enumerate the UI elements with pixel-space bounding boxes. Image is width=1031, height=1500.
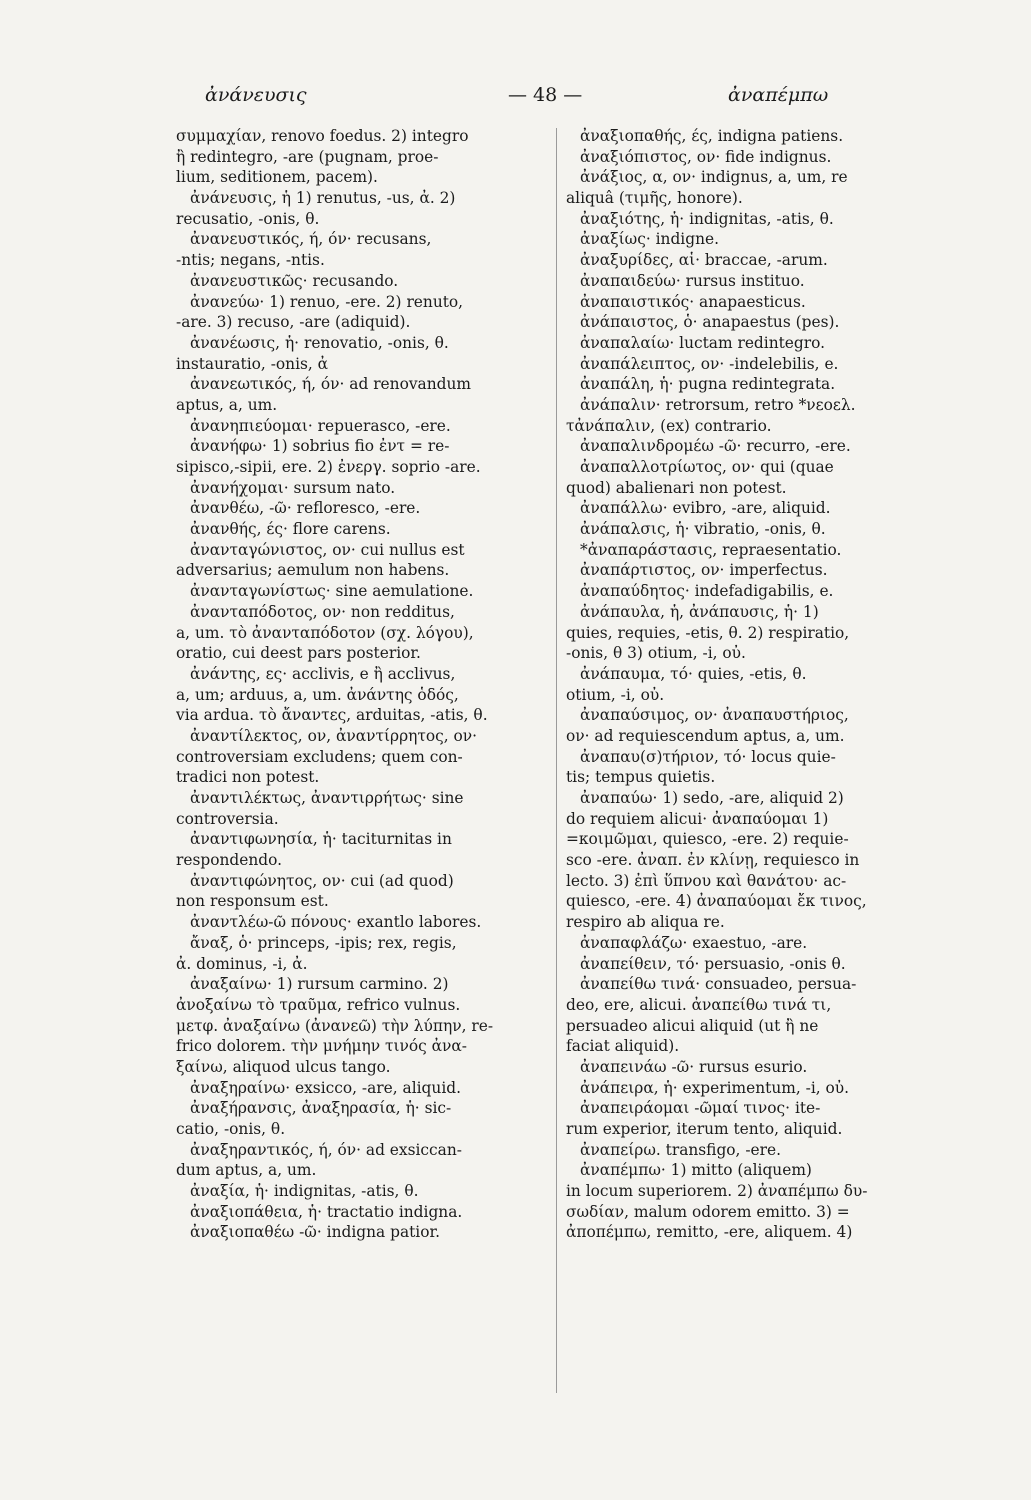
dictionary-line: ἀνανεωτικός, ή, όν· ad renovandum (190, 375, 471, 394)
dictionary-line: quod) abalienari non potest. (566, 478, 787, 497)
dictionary-line: deo, ere, alicui. ἀναπείθω τινά τι, (566, 995, 832, 1014)
dictionary-line: ἀναπέμπω· 1) mitto (aliquem) (580, 1161, 812, 1180)
page-number: — 48 — (508, 84, 583, 106)
dictionary-line: ἀνάπαυλα, ἡ, ἀνάπαυσις, ἡ· 1) (580, 602, 819, 621)
dictionary-line: -onis, θ 3) otium, -i, οὐ. (566, 644, 746, 663)
dictionary-line: sipisco,-sipii, ere. 2) ἐνεργ. soprio -are. (176, 458, 481, 476)
dictionary-line: ἀναξιόπιστος, ον· fide indignus. (580, 147, 832, 166)
dictionary-line: quies, requies, -etis, θ. 2) respiratio, (566, 623, 850, 642)
dictionary-line: ἀνανευστικός, ή, όν· recusans, (190, 230, 432, 249)
dictionary-line: ἀναπείθω τινά· consuadeo, persua- (580, 975, 857, 994)
dictionary-line: aptus, a, um. (176, 395, 278, 414)
dictionary-line: non responsum est. (176, 892, 329, 911)
dictionary-line: ἀναξήρανσις, ἀναξηρασία, ἡ· sic- (190, 1099, 452, 1118)
dictionary-line: ξαίνω, aliquod ulcus tango. (176, 1057, 391, 1076)
dictionary-line: συμμαχίαν, renovo foedus. 2) integro (176, 127, 469, 145)
dictionary-line: ἀναξιοπαθής, ές, indigna patiens. (580, 127, 844, 145)
dictionary-line: ἀνανταγώνιστος, ον· cui nullus est (190, 540, 465, 559)
dictionary-line: dum aptus, a, um. (176, 1161, 317, 1180)
dictionary-line: ἀνανθέω, -ῶ· refloresco, -ere. (190, 499, 421, 518)
dictionary-line: ἀναπαύσιμος, ον· ἀναπαυστήριος, (580, 706, 849, 725)
dictionary-line: ἀνοξαίνω τὸ τραῦμα, refrico vulnus. (176, 995, 461, 1014)
dictionary-line: ἀναπάρτιστος, ον· imperfectus. (580, 561, 828, 580)
dictionary-line: catio, -onis, θ. (176, 1120, 286, 1138)
dictionary-line: respondendo. (176, 851, 283, 870)
dictionary-line: ἀνάντης, ες· acclivis, e ἢ acclivus, (190, 664, 456, 683)
dictionary-line: ἀναπαιδεύω· rursus instituo. (580, 271, 805, 290)
dictionary-line: ἀναξία, ἡ· indignitas, -atis, θ. (190, 1182, 419, 1201)
dictionary-line: ἀνάπειρα, ἡ· experimentum, -i, οὐ. (580, 1078, 850, 1097)
column-divider (556, 128, 557, 1393)
dictionary-line: ἀναπαύδητος· indefadigabilis, e. (580, 582, 834, 601)
dictionary-line: ἀναξηραίνω· exsicco, -are, aliquid. (190, 1078, 461, 1097)
dictionary-line: ἀναπάλη, ἡ· pugna redintegrata. (580, 375, 836, 394)
dictionary-line: lium, seditionem, pacem). (176, 168, 378, 187)
dictionary-line: ἀναξηραντικός, ή, όν· ad exsiccan- (190, 1140, 462, 1159)
dictionary-line: tradici non potest. (176, 768, 320, 787)
dictionary-line: ἀνάπαυμα, τό· quies, -etis, θ. (580, 664, 807, 683)
dictionary-line: ἀνάνευσις, ἡ 1) renutus, -us, ἀ. 2) (190, 189, 456, 208)
dictionary-line: ἀναξιοπαθέω -ῶ· indigna patior. (190, 1223, 441, 1242)
dictionary-line: ἀνάξιος, α, ον· indignus, a, um, re (580, 168, 848, 187)
dictionary-line: =κοιμῶμαι, quiesco, -ere. 2) requie- (566, 830, 849, 849)
dictionary-line: ἀναπαιστικός· anapaesticus. (580, 292, 806, 311)
dictionary-line: aliquâ (τιμῆς, honore). (566, 189, 743, 208)
left-column (176, 126, 554, 1243)
dictionary-line: ἀναπαλινδρομέω -ῶ· recurro, -ere. (580, 437, 851, 456)
dictionary-line: μετφ. ἀναξαίνω (ἀνανεῶ) τὴν λύπην, re- (176, 1016, 494, 1035)
dictionary-line: ἀνανταπόδοτος, ον· non redditus, (190, 602, 455, 621)
dictionary-line: ἀναξιοπάθεια, ἡ· tractatio indigna. (190, 1202, 463, 1221)
dictionary-line: ἀνάπαλσις, ἡ· vibratio, -onis, θ. (580, 520, 826, 539)
dictionary-line: ἀνανήφω· 1) sobrius fio ἐντ = re- (190, 437, 450, 456)
dictionary-line: sco -ere. ἀναπ. ἐν κλίνῃ, requiesco in (566, 851, 860, 870)
dictionary-line: in locum superiorem. 2) ἀναπέμπω δυ- (566, 1182, 868, 1201)
dictionary-line: a, um. τὸ ἀνανταπόδοτον (σχ. λόγου), (176, 623, 474, 642)
dictionary-line: ἀναπαυ(σ)τήριον, τό· locus quie- (580, 747, 836, 766)
dictionary-line: tis; tempus quietis. (566, 768, 716, 787)
dictionary-line: instauratio, -onis, ἀ (176, 354, 329, 373)
dictionary-line: ον· ad requiescendum aptus, a, um. (566, 726, 845, 745)
dictionary-line: controversiam excludens; quem con- (176, 747, 463, 766)
dictionary-line: ἀνανθής, ές· flore carens. (190, 520, 391, 539)
right-column (566, 126, 950, 1243)
dictionary-line: ἀναπείθειν, τό· persuasio, -onis θ. (580, 954, 846, 973)
dictionary-line: ἀναπαύω· 1) sedo, -are, aliquid 2) (580, 789, 844, 807)
dictionary-line: ἀναπάλλω· evibro, -are, aliquid. (580, 499, 831, 518)
header-left-guide-word: ἀνάνευσις (205, 84, 307, 106)
dictionary-line: ἀναξίως· indigne. (580, 230, 719, 249)
dictionary-line: ἀναπαλαίω· luctam redintegro. (580, 333, 826, 352)
dictionary-line: ἀναπαλλοτρίωτος, ον· qui (quae (580, 458, 834, 476)
dictionary-line: ἀναντιφώνητος, ον· cui (ad quod) (190, 871, 454, 890)
dictionary-line: -ntis; negans, -ntis. (176, 251, 325, 270)
dictionary-line: ἀναντιφωνησία, ἡ· taciturnitas in (190, 830, 452, 849)
dictionary-line: via ardua. τὸ ἄναντες, arduitas, -atis, θ. (176, 706, 488, 725)
dictionary-line: rum experior, iterum tento, aliquid. (566, 1120, 843, 1138)
dictionary-line: ἀνάπαλιν· retrorsum, retro *νεοελ. (580, 395, 856, 414)
dictionary-line: ἀνανέωσις, ἡ· renovatio, -onis, θ. (190, 333, 449, 352)
dictionary-line: recusatio, -onis, θ. (176, 209, 320, 228)
dictionary-line: lecto. 3) ἐπὶ ὕπνου καὶ θανάτου· ac- (566, 871, 847, 890)
dictionary-line: ἀναπάλειπτος, ον· -indelebilis, e. (580, 354, 839, 373)
dictionary-line: ἄναξ, ὁ· princeps, -ipis; rex, regis, (190, 933, 457, 952)
running-header (0, 84, 1031, 114)
dictionary-line: respiro ab aliqua re. (566, 913, 725, 932)
dictionary-line: ἀναπαφλάζω· exaestuo, -are. (580, 933, 808, 952)
dictionary-line: ἀνανηπιεύομαι· repuerasco, -ere. (190, 416, 451, 435)
dictionary-line: adversarius; aemulum non habens. (176, 561, 450, 580)
dictionary-line: do requiem alicui· ἀναπαύομαι 1) (566, 809, 829, 828)
dictionary-line: ἀναξαίνω· 1) rursum carmino. 2) (190, 975, 449, 994)
dictionary-line: ἀναντίλεκτος, ον, ἀναντίρρητος, ον· (190, 726, 478, 745)
dictionary-line: ἀναξυρίδες, αἱ· braccae, -arum. (580, 251, 828, 270)
dictionary-line: a, um; arduus, a, um. ἀνάντης ὁδός, (176, 685, 459, 704)
dictionary-line: *ἀναπαράστασις, repraesentatio. (580, 540, 842, 559)
dictionary-line: ἀ. dominus, -i, ἀ. (176, 954, 308, 973)
dictionary-line: ἀνάπαιστος, ὁ· anapaestus (pes). (580, 313, 840, 332)
dictionary-line: faciat aliquid). (566, 1037, 680, 1056)
dictionary-line: frico dolorem. τὴν μνήμην τινός ἀνα- (176, 1037, 467, 1056)
dictionary-line: ἀναξιότης, ἡ· indignitas, -atis, θ. (580, 209, 834, 228)
dictionary-line: ἀναντιλέκτως, ἀναντιρρήτως· sine (190, 789, 464, 807)
dictionary-line: ἀναπεινάω -ῶ· rursus esurio. (580, 1057, 808, 1076)
dictionary-line: ἀποπέμπω, remitto, -ere, aliquem. 4) (566, 1223, 853, 1242)
dictionary-line: ἀναντλέω-ῶ πόνους· exantlo labores. (190, 913, 482, 932)
dictionary-line: ἀνανευστικῶς· recusando. (190, 271, 399, 290)
dictionary-line: -are. 3) recuso, -are (adiquid). (176, 313, 411, 332)
dictionary-line: ἀναπείρω. transfigo, -ere. (580, 1140, 782, 1159)
dictionary-line: oratio, cui deest pars posterior. (176, 644, 421, 663)
dictionary-line: σωδίαν, malum odorem emitto. 3) = (566, 1202, 850, 1221)
header-right-guide-word: ἀναπέμπω (728, 84, 829, 106)
dictionary-line: ἀνανεύω· 1) renuo, -ere. 2) renuto, (190, 292, 464, 311)
dictionary-line: persuadeo alicui aliquid (ut ἢ ne (566, 1016, 819, 1035)
dictionary-line: ἀνανταγωνίστως· sine aemulatione. (190, 582, 474, 601)
dictionary-line: ἀνανήχομαι· sursum nato. (190, 478, 396, 497)
dictionary-line: ἢ redintegro, -are (pugnam, proe- (176, 147, 439, 166)
dictionary-line: otium, -i, οὐ. (566, 685, 665, 704)
dictionary-line: quiesco, -ere. 4) ἀναπαύομαι ἔκ τινος, (566, 892, 867, 911)
dictionary-line: ἀναπειράομαι -ῶμαί τινος· ite- (580, 1099, 821, 1118)
dictionary-line: controversia. (176, 809, 279, 828)
dictionary-line: τἀνάπαλιν, (ex) contrario. (566, 416, 772, 435)
